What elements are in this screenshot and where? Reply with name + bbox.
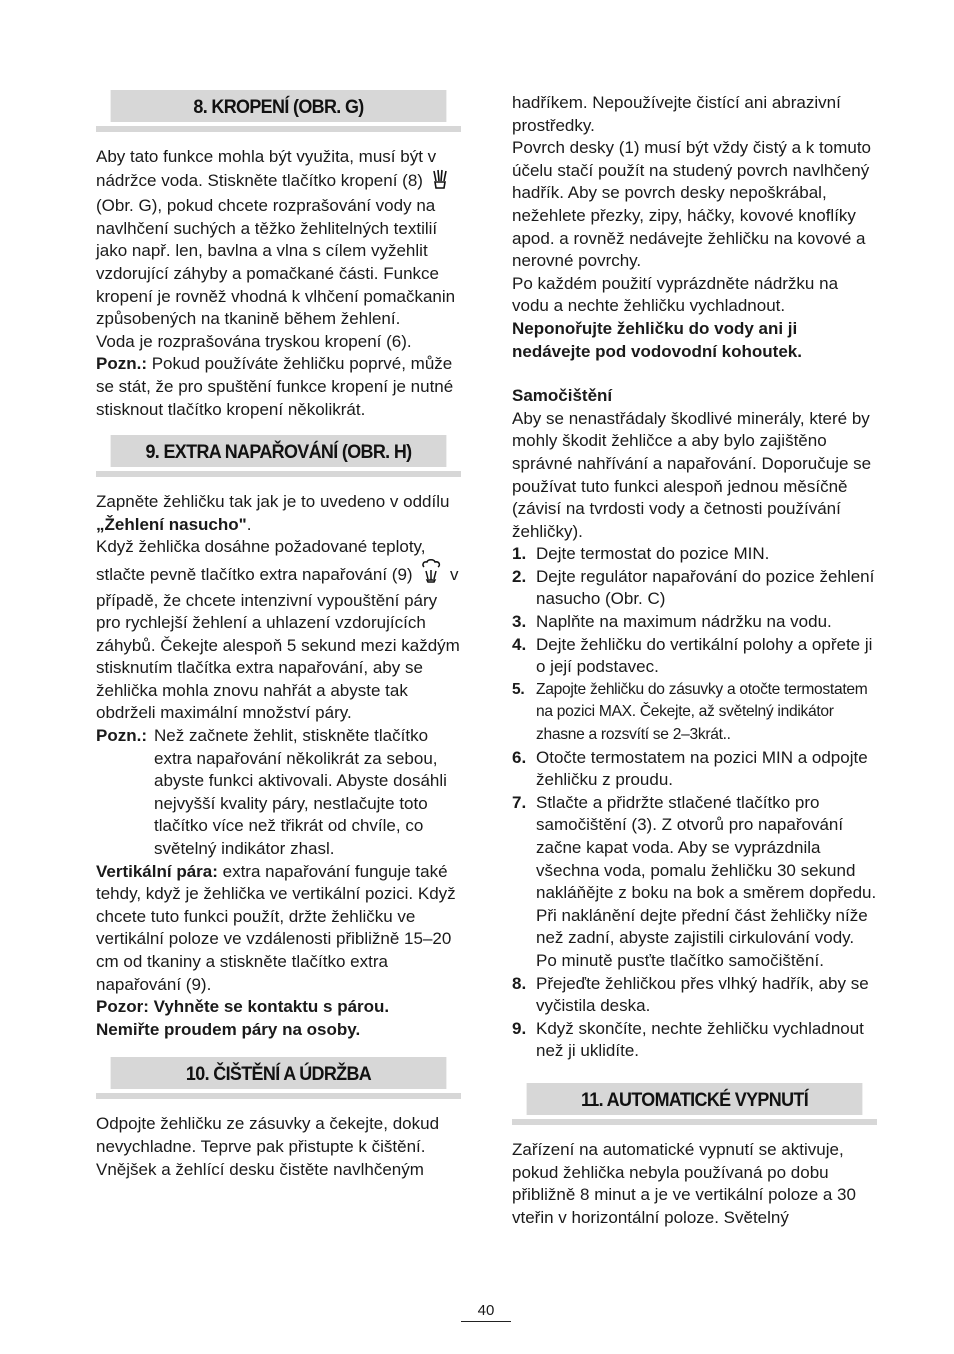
section-heading: 11. AUTOMATICKÉ VYPNUTÍ [527,1083,863,1115]
section-9-header [96,435,461,477]
paragraph: Aby tato funkce mohla být využita, musí být v nádržce voda. Stiskněte tlačítko kropení (8) (Obr. G), pokud chcete rozprašování vody na navlhčení suchých a těžko žehlitelných textilií jako např. len, bavlna a vlna s cílem vyžehlit vzdorující záhyby a pomačkané části. Funkce kropení je rovněž vhodná k vlhčení pomačkanin způsobených na tkanině během žehlení. [96,147,456,329]
section-heading: 10. ČIŠTĚNÍ A ÚDRŽBA [111,1057,447,1089]
warning: Neponořujte žehličku do vody ani ji nedávejte pod vodovodní kohoutek. [512,318,802,361]
spray-icon [431,169,449,196]
warning: Pozor: Vyhněte se kontaktu s párou. [96,997,390,1017]
steps-list [512,543,877,1063]
paragraph: Když žehlička dosáhne požadované teploty, stlačte pevně tlačítko extra napařování (9) v případě, že chcete intenzivní vypouštění páry pro rychlejší žehlení a uhlazení vzdorujících záhybů. Čekejte alespoň 5 sekund mezi každým stisknutím tlačítka extra napařování, aby se žehlička mohla znovu nahřát a abyste tak obdrželi maximální množství páry. [96,537,460,723]
section-heading: 9. EXTRA NAPAŘOVÁNÍ (OBR. H) [111,435,447,467]
page-number: 40 [477,1302,495,1319]
right-column [512,92,877,1229]
note: Pozn.: Než začnete žehlit, stiskněte tlačítko extra napařování několikrát za sebou, abyste funkci aktivovali. Abyste dosáhli nejvyšší kvality páry, nestlačujte toto tlačítko více než třikrát od chvíle, co světelný indikátor zhasl. [96,726,447,859]
paragraph: Voda je rozprašována tryskou kropení (6). [96,331,412,351]
paragraph: Zařízení na automatické vypnutí se aktivuje, pokud žehlička nebyla používaná po dobu přibližně 8 minut a je ve vertikální poloze a 30 vteřin v horizontální poloze. Světelný [512,1139,856,1227]
list-item: 9. Když skončíte, nechte žehličku vychladnout než ji uklidíte. [512,1018,864,1061]
paragraph: Odpojte žehličku ze zásuvky a čekejte, dokud nevychladne. Teprve pak přistupte k čištění. [96,1114,440,1156]
paragraph: Vertikální pára: extra napařování funguje také tehdy, když je žehlička ve vertikální pozici. Když chcete tuto funkci použít, držte žehličku ve vertikální poloze ve vzdálenosti přibližně 15–20 cm od tkaniny a stiskněte tlačítko extra napařování (9). [96,861,456,994]
paragraph: Aby se nenastřádaly škodlivé minerály, které by mohly škodit žehličce a aby bylo zajištěno správné nahřívání a napařování. Doporučuje se používat tuto funkci alespoň jednou měsíčně (závisí na tvrdosti vody a četnosti používání žehličky). [512,408,872,541]
section-10-header [96,1057,461,1099]
paragraph: Povrch desky (1) musí být vždy čistý a k tomuto účelu stačí použít na studený povrch navlhčený hadřík. Aby se povrch desky nepoškrábal, nežehlete přezky, zipy, háčky, kovové knoflíky apod. a rovněž nedávejte žehličku na kovové a nerovné povrchy. [512,138,872,271]
list-item: 1. Dejte termostat do pozice MIN. [512,544,770,564]
list-item: 8. Přejeďte žehličkou přes vlhký hadřík, aby se vyčistila deska. [512,973,869,1016]
steam-shot-icon [420,559,442,590]
paragraph: hadříkem. Nepoužívejte čistící ani abrazivní prostředky. [512,93,841,135]
section-heading: 8. KROPENÍ (OBR. G) [111,90,447,122]
list-item: 3. Naplňte na maximum nádržku na vodu. [512,612,832,632]
list-item: 5. Zapojte žehličku do zásuvky a otočte termostatem na pozici MAX. Čekejte, až světelný indikátor zhasne a rozsvítí se 2–3krát.. [512,680,868,744]
page-number-rule [461,1321,511,1322]
paragraph: Vnějšek a žehlící desku čistěte navlhčeným [96,1159,424,1179]
paragraph: Po každém použití vyprázdněte nádržku na vodu a nechte žehličku vychladnout. [512,273,839,316]
section-11-header [512,1083,877,1125]
section-8-header [96,90,461,132]
list-item: 4. Dejte žehličku do vertikální polohy a opřete ji o její podstavec. [512,634,873,677]
list-item: 6. Otočte termostatem na pozici MIN a odpojte žehličku z proudu. [512,747,868,790]
note-paragraph: Pozn.: Pokud používáte žehličku poprvé, může se stát, že pro spuštění funkce kropení je nutné stisknout tlačítko kropení několikrát. [96,354,454,419]
warning: Nemiřte proudem páry na osoby. [96,1019,361,1039]
subheading: Samočištění [512,386,613,406]
left-column [96,90,461,1181]
list-item: 2. Dejte regulátor napařování do pozice žehlení nasucho (Obr. C) [512,566,875,609]
paragraph: Zapněte žehličku tak jak je to uvedeno v oddílu „Žehlení nasucho". [96,492,450,534]
list-item: 7. Stlačte a přidržte stlačené tlačítko pro samočištění (3). Z otvorů pro napařování začne kapat voda. Aby se vyprázdnila všechna voda, pomalu žehličku 30 sekund nakláňějte z boku na bok a směrem dopředu. Při naklánění dejte přední část žehličky níže než zadní, abyste zajistili cirkulování vody. Po minutě pusťte tlačítko samočištění. [512,792,877,970]
